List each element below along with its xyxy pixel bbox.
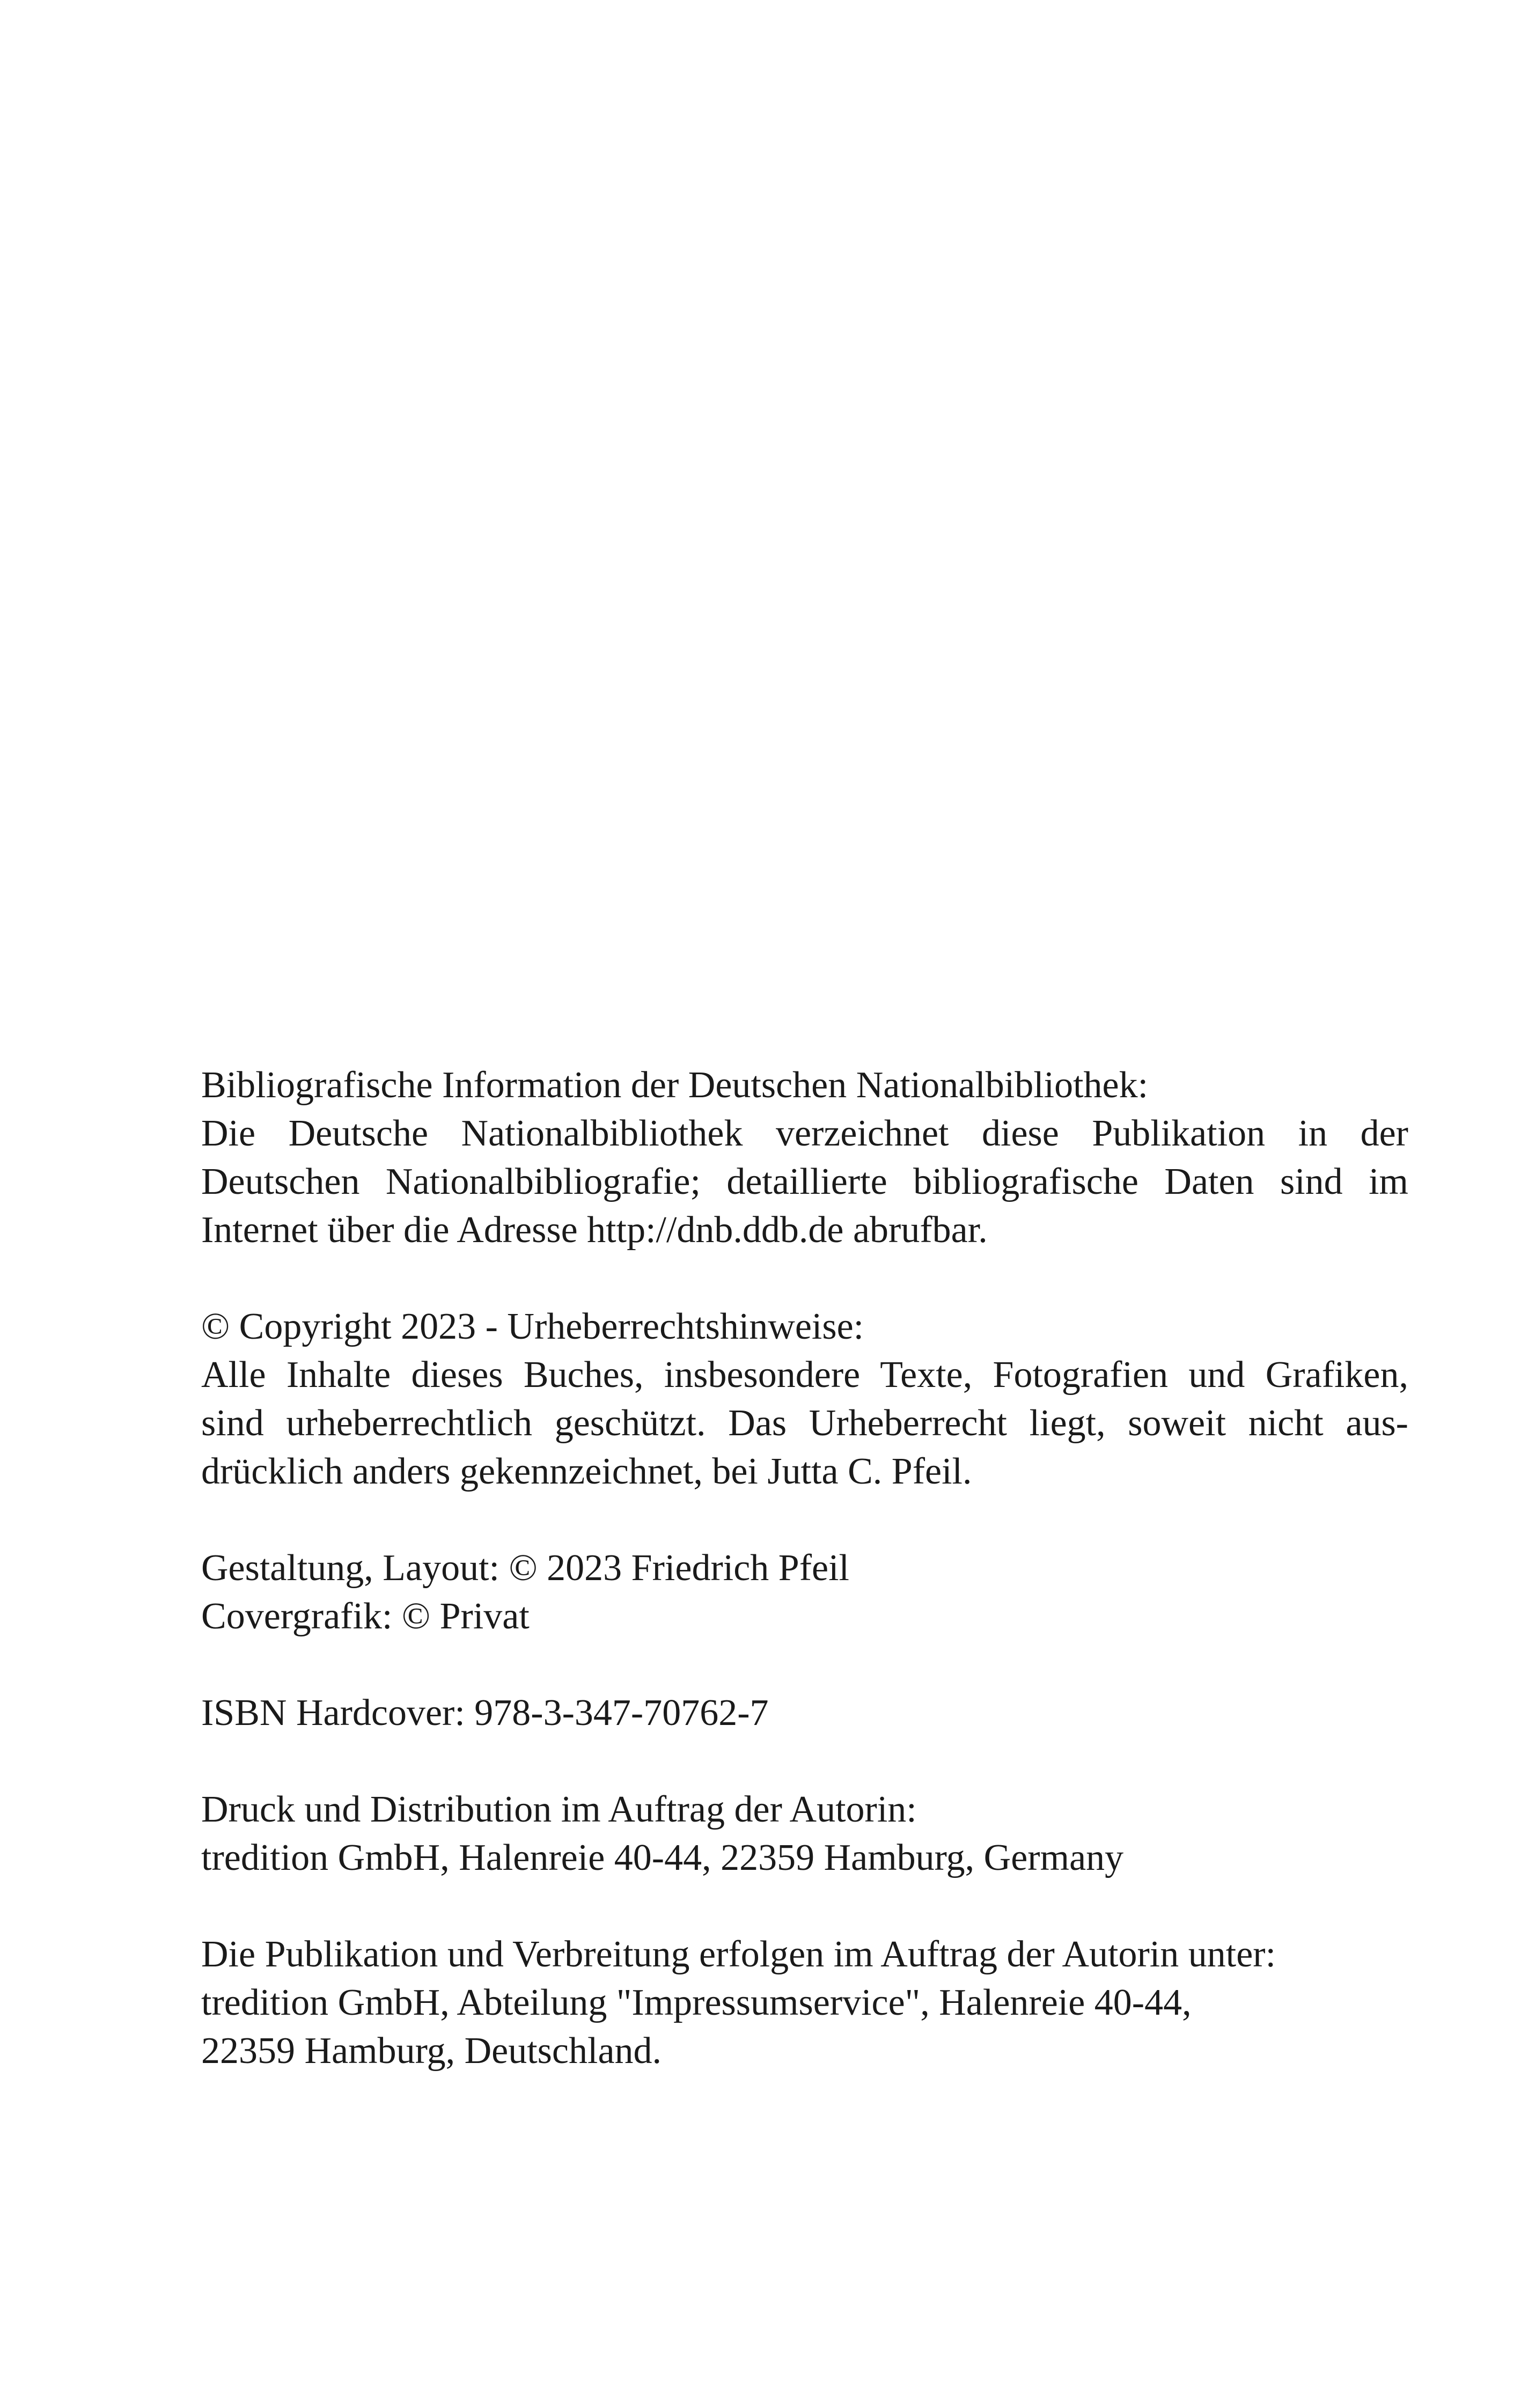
bibliographic-line: Die Deutsche Nationalbibliothek verzeichnet diese Publikation in der (201, 1113, 1408, 1154)
design-credits (201, 1544, 1408, 1641)
publication-address: tredition GmbH, Abteilung "Impressumservice", Halenreie 40-44, (201, 1982, 1192, 2023)
copyright-line: Alle Inhalte dieses Buches, insbesondere Texte, Fotografien und Grafiken, (201, 1354, 1408, 1396)
layout-credit: Gestaltung, Layout: © 2023 Friedrich Pfeil (201, 1547, 849, 1589)
bibliographic-info (201, 1061, 1408, 1254)
bibliographic-heading: Bibliografische Information der Deutschen Nationalbibliothek: (201, 1064, 1149, 1106)
isbn-block (201, 1689, 1408, 1737)
cover-credit: Covergrafik: © Privat (201, 1596, 530, 1637)
copyright-line: drücklich anders gekennzeichnet, bei Jutta C. Pfeil. (201, 1451, 972, 1492)
printing-address: tredition GmbH, Halenreie 40-44, 22359 Hamburg, Germany (201, 1837, 1124, 1878)
copyright-notice (201, 1303, 1408, 1496)
isbn-number: ISBN Hardcover: 978-3-347-70762-7 (201, 1692, 769, 1734)
publication-info (201, 1930, 1408, 2075)
copyright-line: sind urheberrechtlich geschützt. Das Urheberrecht liegt, soweit nicht aus- (201, 1403, 1408, 1444)
imprint-page (201, 1061, 1408, 2124)
copyright-heading: © Copyright 2023 - Urheberrechtshinweise: (201, 1306, 864, 1347)
bibliographic-line: Internet über die Adresse http://dnb.ddb.de abrufbar. (201, 1209, 988, 1251)
printing-line: Druck und Distribution im Auftrag der Autorin: (201, 1789, 917, 1830)
publication-line: Die Publikation und Verbreitung erfolgen im Auftrag der Autorin unter: (201, 1934, 1276, 1975)
publication-address: 22359 Hamburg, Deutschland. (201, 2030, 662, 2072)
printing-info (201, 1786, 1408, 1882)
bibliographic-line: Deutschen Nationalbibliografie; detaillierte bibliografische Daten sind im (201, 1161, 1408, 1202)
